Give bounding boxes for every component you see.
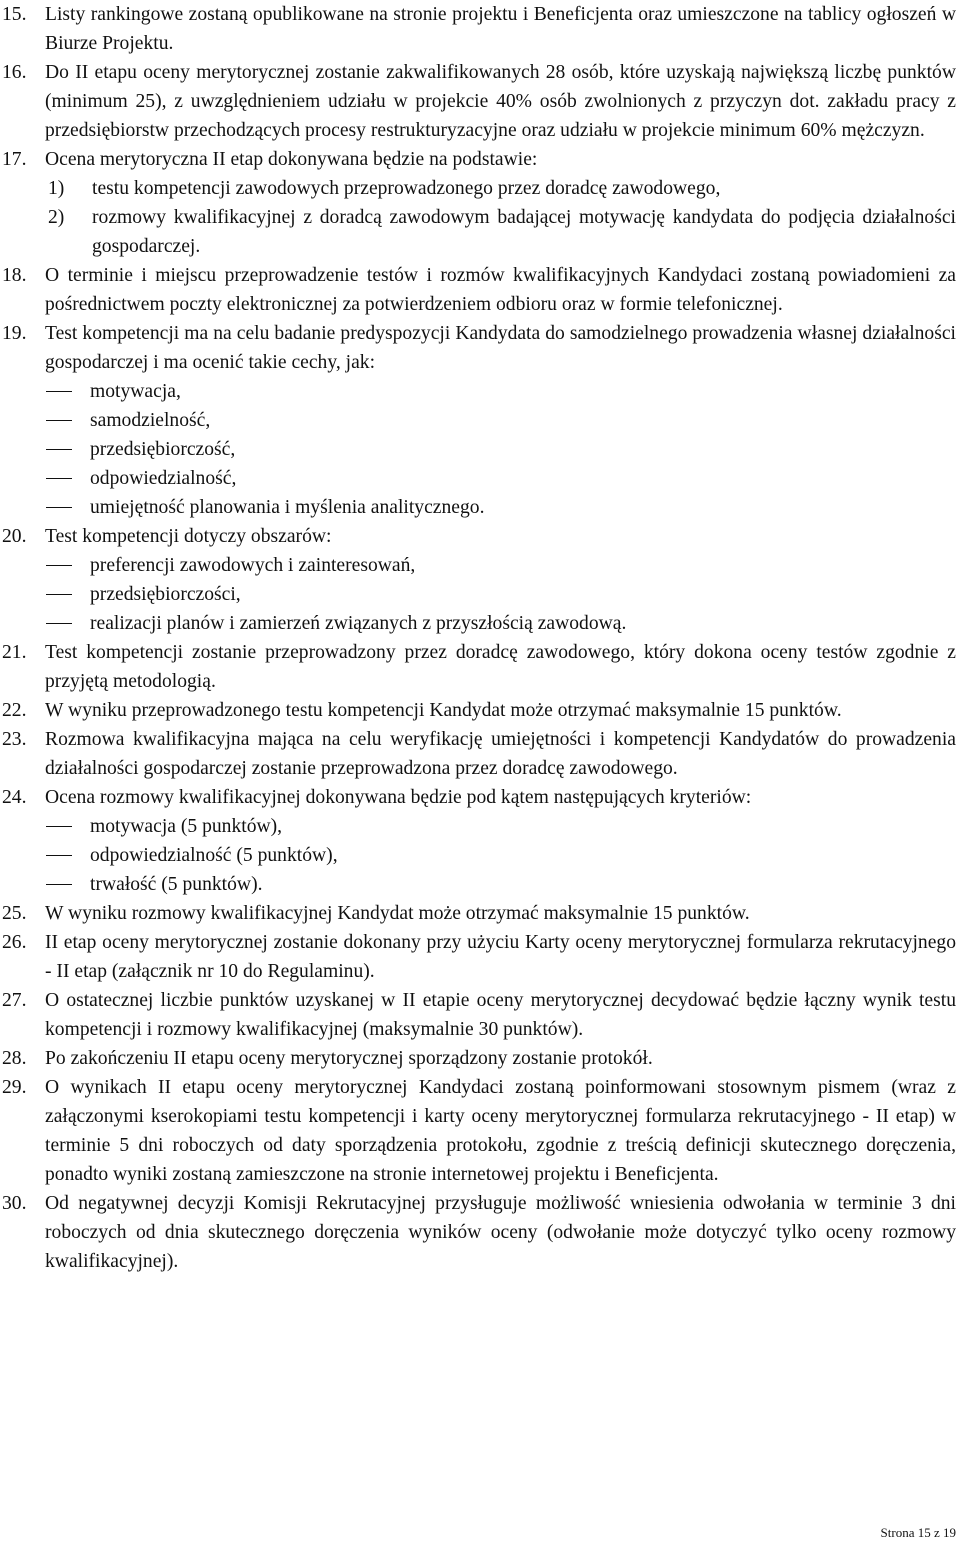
list-item: [0, 638, 960, 696]
dash-bullet: [46, 565, 72, 566]
dash-item-text: realizacji planów i zamierzeń związanych z przyszłością zawodową.: [90, 613, 627, 634]
item-text: Ocena rozmowy kwalifikacyjnej dokonywana będzie pod kątem następujących kryteriów:: [45, 787, 752, 808]
dash-bullet: [46, 507, 72, 508]
sub-item-text: rozmowy kwalifikacyjnej z doradcą zawodowym badającej motywację kandydata do podjęcia działalności gospodarczej.: [92, 207, 956, 257]
list-item: [0, 522, 960, 638]
dash-item: [46, 551, 960, 580]
item-text: Od negatywnej decyzji Komisji Rekrutacyjnej przysługuje możliwość wniesienia odwołania w terminie 3 dni roboczych od dnia skutecznego doręczenia wyników oceny (odwołanie może dotyczyć tylko oceny rozmowy kwalifikacyjnej).: [45, 1193, 956, 1272]
dash-bullet: [46, 826, 72, 827]
dash-item: [46, 870, 960, 899]
paragraph: [0, 1073, 960, 1189]
dash-item: [46, 580, 960, 609]
dash-item: [46, 841, 960, 870]
dash-item: [46, 435, 960, 464]
dash-bullet: [46, 478, 72, 479]
item-text: Do II etapu oceny merytorycznej zostanie zakwalifikowanych 28 osób, które uzyskają największą liczbę punktów (minimum 25), z uwzględnieniem udziału w projekcie 40% osób zwolnionych z przyczyn dot. zakładu pracy z przedsiębiorstw przechodzących procesy restrukturyzacyjne oraz udziału w projekcie minimum 60% mężczyzn.: [45, 62, 956, 141]
item-text: Rozmowa kwalifikacyjna mająca na celu weryfikację umiejętności i kompetencji Kandydatów do prowadzenia działalności gospodarczej zostanie przeprowadzona przez doradcę zawodowego.: [45, 729, 956, 779]
item-number: 26.: [2, 932, 27, 953]
item-number: 27.: [2, 990, 27, 1011]
page-footer: Strona 15 z 19: [880, 1525, 956, 1540]
dash-bullet: [46, 391, 72, 392]
list-item: [0, 986, 960, 1044]
item-text: Po zakończeniu II etapu oceny merytorycznej sporządzony zostanie protokół.: [45, 1048, 653, 1069]
paragraph: [0, 928, 960, 986]
paragraph: [0, 0, 960, 58]
item-number: 15.: [2, 4, 27, 25]
paragraph: [0, 261, 960, 319]
item-number: 19.: [2, 323, 27, 344]
dash-bullet: [46, 855, 72, 856]
dash-bullet: [46, 623, 72, 624]
item-number: 20.: [2, 526, 27, 547]
dash-item: [46, 377, 960, 406]
item-text: II etap oceny merytorycznej zostanie dokonany przy użyciu Karty oceny merytorycznej formularza rekrutacyjnego - II etap (załącznik nr 10 do Regulaminu).: [45, 932, 956, 982]
list-item: [0, 261, 960, 319]
item-number: 22.: [2, 700, 27, 721]
list-item: [0, 58, 960, 145]
dash-item-text: przedsiębiorczość,: [90, 439, 236, 460]
dash-item-text: odpowiedzialność,: [90, 468, 237, 489]
dash-item-text: trwałość (5 punktów).: [90, 874, 263, 895]
list-item: [0, 0, 960, 58]
dash-item-text: umiejętność planowania i myślenia analitycznego.: [90, 497, 485, 518]
dash-bullet: [46, 420, 72, 421]
item-text: O wynikach II etapu oceny merytorycznej Kandydaci zostaną poinformowani stosownym pismem (wraz z załączonymi kserokopiami testu kompetencji i karty oceny merytorycznej formularza rekrutacyjnego - II etap) w terminie 5 dni roboczych od daty sporządzenia protokołu, zgodnie z treścią definicji skutecznego doręczenia, ponadto wyniki zostaną zamieszczone na stronie internetowej projektu i Beneficjenta.: [45, 1077, 956, 1185]
item-text: Test kompetencji dotyczy obszarów:: [45, 526, 332, 547]
item-number: 23.: [2, 729, 27, 750]
item-number: 18.: [2, 265, 27, 286]
sub-item-number: 2): [48, 207, 65, 228]
item-text: Ocena merytoryczna II etap dokonywana będzie na podstawie:: [45, 149, 538, 170]
paragraph: [0, 145, 960, 174]
item-number: 25.: [2, 903, 27, 924]
sub-item: [48, 203, 960, 261]
item-text: W wyniku rozmowy kwalifikacyjnej Kandydat może otrzymać maksymalnie 15 punktów.: [45, 903, 750, 924]
item-number: 28.: [2, 1048, 27, 1069]
paragraph: [0, 899, 960, 928]
list-item: [0, 928, 960, 986]
dash-item: [46, 812, 960, 841]
item-text: Listy rankingowe zostaną opublikowane na stronie projektu i Beneficjenta oraz umieszczone na tablicy ogłoszeń w Biurze Projektu.: [45, 4, 956, 54]
dash-item: [46, 406, 960, 435]
list-item: [0, 725, 960, 783]
paragraph: [0, 58, 960, 145]
dash-item: [46, 464, 960, 493]
item-text: Test kompetencji zostanie przeprowadzony przez doradcę zawodowego, który dokona oceny testów zgodnie z przyjętą metodologią.: [45, 642, 956, 692]
paragraph: [0, 783, 960, 812]
dash-item-text: samodzielność,: [90, 410, 211, 431]
paragraph: [0, 725, 960, 783]
paragraph: [0, 1189, 960, 1276]
item-number: 16.: [2, 62, 27, 83]
paragraph: [0, 319, 960, 377]
item-number: 30.: [2, 1193, 27, 1214]
dash-item-text: motywacja (5 punktów),: [90, 816, 283, 837]
list-item: [0, 1044, 960, 1073]
sub-item-number: 1): [48, 178, 65, 199]
sub-item: [48, 174, 960, 203]
dash-item: [46, 493, 960, 522]
list-item: [0, 783, 960, 899]
item-number: 24.: [2, 787, 27, 808]
list-item: [0, 319, 960, 522]
item-number: 17.: [2, 149, 27, 170]
dash-bullet: [46, 884, 72, 885]
dash-item-text: odpowiedzialność (5 punktów),: [90, 845, 338, 866]
dash-bullet: [46, 594, 72, 595]
item-text: W wyniku przeprowadzonego testu kompetencji Kandydat może otrzymać maksymalnie 15 punktów.: [45, 700, 842, 721]
paragraph: [0, 638, 960, 696]
sub-item-text: testu kompetencji zawodowych przeprowadzonego przez doradcę zawodowego,: [92, 178, 721, 199]
paragraph: [0, 1044, 960, 1073]
paragraph: [0, 696, 960, 725]
list-item: [0, 1073, 960, 1189]
item-number: 21.: [2, 642, 27, 663]
item-number: 29.: [2, 1077, 27, 1098]
dash-item-text: preferencji zawodowych i zainteresowań,: [90, 555, 416, 576]
dash-item-text: motywacja,: [90, 381, 181, 402]
item-text: Test kompetencji ma na celu badanie predyspozycji Kandydata do samodzielnego prowadzenia własnej działalności gospodarczej i ma ocenić takie cechy, jak:: [45, 323, 956, 373]
paragraph: [0, 522, 960, 551]
dash-bullet: [46, 449, 72, 450]
paragraph: [0, 986, 960, 1044]
dash-item-text: przedsiębiorczości,: [90, 584, 241, 605]
item-text: O ostatecznej liczbie punktów uzyskanej w II etapie oceny merytorycznej decydować będzie łączny wynik testu kompetencji i rozmowy kwalifikacyjnej (maksymalnie 30 punktów).: [45, 990, 956, 1040]
list-item: [0, 145, 960, 261]
dash-item: [46, 609, 960, 638]
list-item: [0, 1189, 960, 1276]
list-item: [0, 899, 960, 928]
item-text: O terminie i miejscu przeprowadzenie testów i rozmów kwalifikacyjnych Kandydaci zostaną powiadomieni za pośrednictwem poczty elektronicznej za potwierdzeniem odbioru oraz w formie telefonicznej.: [45, 265, 956, 315]
list-item: [0, 696, 960, 725]
